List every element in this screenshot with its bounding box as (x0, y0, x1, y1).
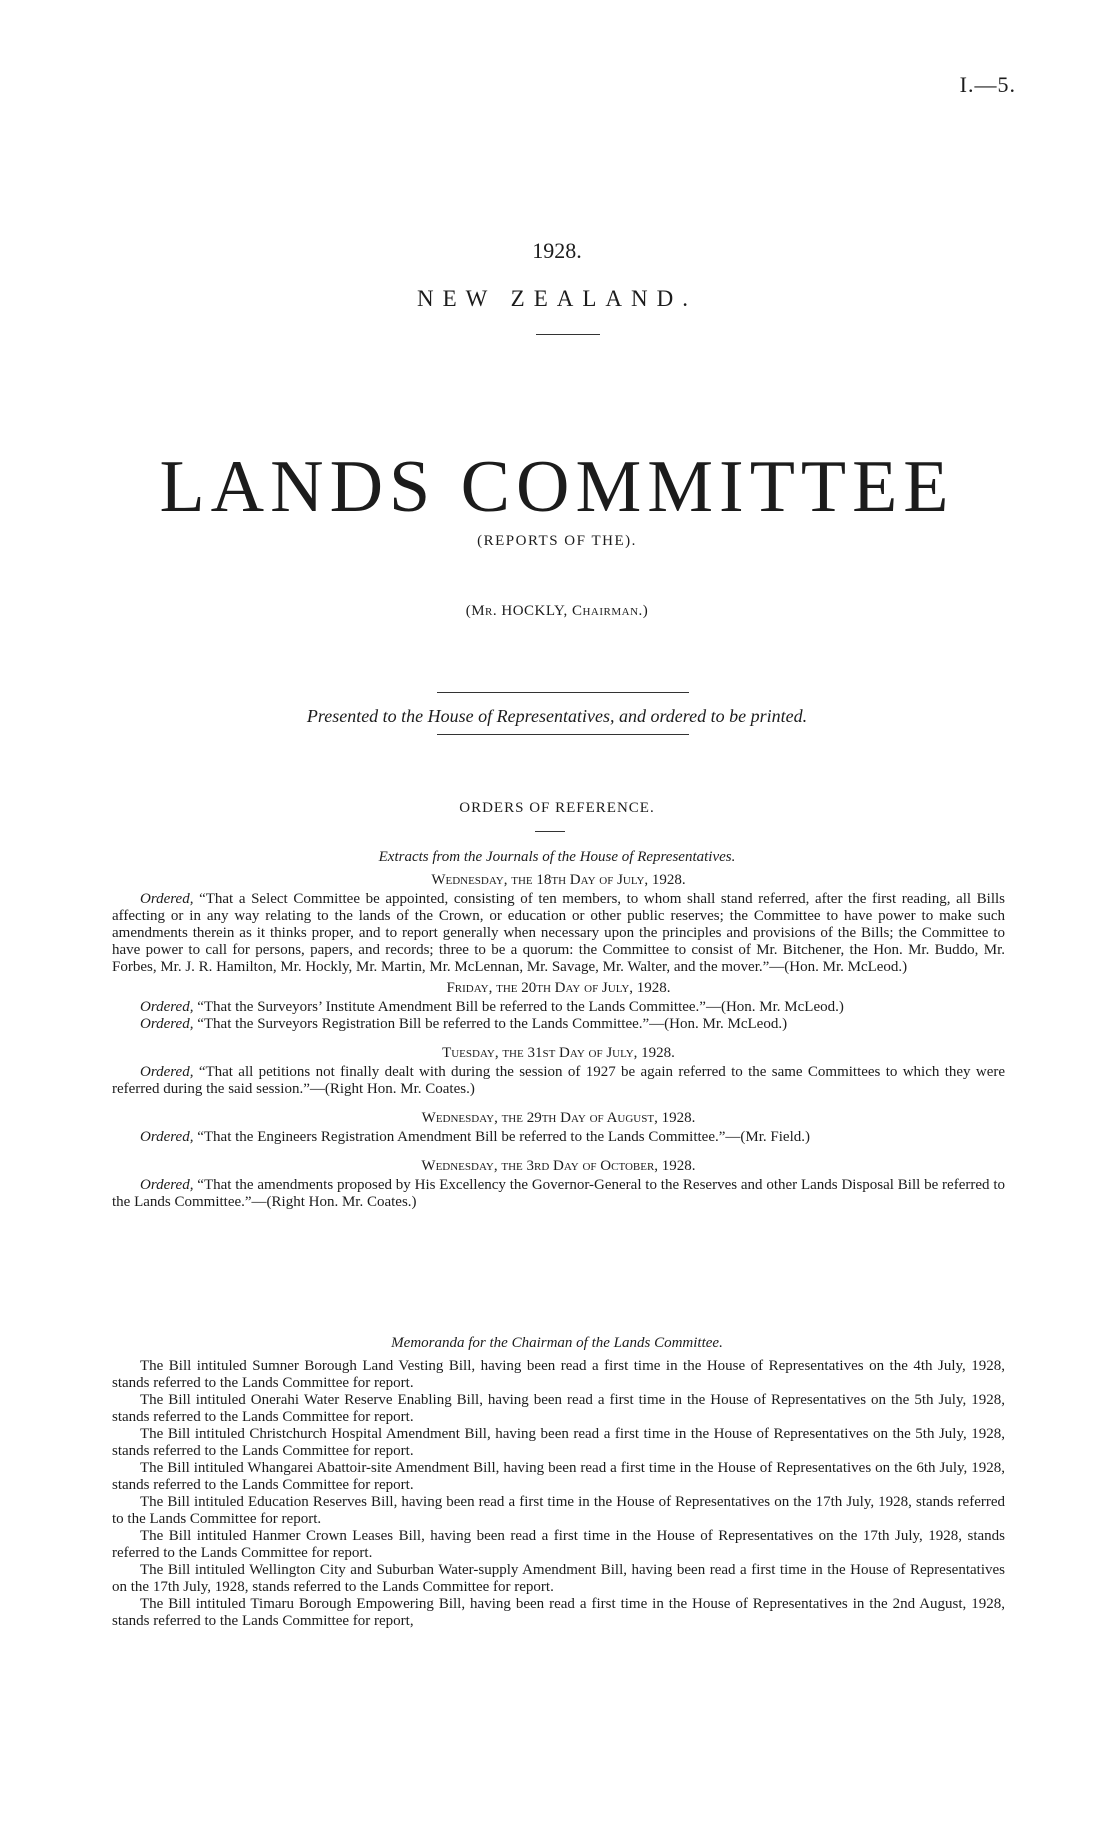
memo-item: The Bill intituled Whangarei Abattoir-site Amendment Bill, having been read a first time in the House of Representatives on the 6th July, 1928, stands referred to the Lands Committee for report. (112, 1460, 1005, 1493)
country-heading: NEW ZEALAND. (416, 286, 698, 311)
order-text: “That the Surveyors Registration Bill be referred to the Lands Committee.”—(Hon. Mr. McLeod.) (197, 1016, 788, 1032)
memoranda-section (112, 1358, 1005, 1630)
memoranda-heading: Memoranda for the Chairman of the Lands Committee. (391, 1335, 723, 1351)
divider (437, 734, 689, 735)
divider (535, 831, 565, 832)
ordered-label: Ordered, (140, 1016, 194, 1032)
page-identifier: I.—5. (959, 72, 1016, 97)
order-text: “That the Surveyors’ Institute Amendment Bill be referred to the Lands Committee.”—(Hon. Mr. McLeod.) (197, 999, 844, 1015)
order-entry (112, 1016, 1005, 1033)
page-title: LANDS COMMITTEE (159, 446, 955, 528)
day-heading: Tuesday, the 31st Day of July, 1928. (442, 1045, 675, 1061)
ordered-label: Ordered, (140, 891, 194, 907)
memo-item: The Bill intituled Onerahi Water Reserve Enabling Bill, having been read a first time in the House of Representatives on the 5th July, 1928, stands referred to the Lands Committee for report. (112, 1392, 1005, 1425)
day-heading: Friday, the 20th Day of July, 1928. (446, 980, 671, 996)
day-heading: Wednesday, the 29th Day of August, 1928. (421, 1110, 696, 1126)
memo-item: The Bill intituled Hanmer Crown Leases Bill, having been read a first time in the House of Representatives on the 17th July, 1928, stands referred to the Lands Committee for report. (112, 1528, 1005, 1561)
order-text: “That a Select Committee be appointed, consisting of ten members, to whom shall stand referred, after the first reading, all Bills affecting or in any way relating to the lands of the Crown, or education or other public reserves; the Committee to have power to make such amendments therein as it thinks proper, and to report generally when necessary upon the principles and provisions of the Bills; the Committee to have power to call for persons, papers, and records; three to be a quorum: the Committee to consist of Mr. Bitchener, the Hon. Mr. Buddo, Mr. Forbes, Mr. J. R. Hamilton, Mr. Hockly, Mr. Martin, Mr. McLennan, Mr. Savage, Mr. Walter, and the mover.”—(Hon. Mr. McLeod.) (112, 891, 1006, 975)
day-heading: Wednesday, the 3rd Day of October, 1928. (421, 1158, 696, 1174)
memo-item: The Bill intituled Christchurch Hospital Amendment Bill, having been read a first time in the House of Representatives on the 5th July, 1928, stands referred to the Lands Committee for report. (112, 1426, 1005, 1459)
ordered-label: Ordered, (140, 1177, 194, 1193)
order-text: “That all petitions not finally dealt with during the session of 1927 be again referred to the same Committees to which they were referred during the said session.”—(Right Hon. Mr. Coates.) (112, 1064, 1006, 1097)
divider (536, 334, 600, 335)
memo-item: The Bill intituled Education Reserves Bill, having been read a first time in the House of Representatives on the 17th July, 1928, stands referred to the Lands Committee for report. (112, 1494, 1005, 1527)
extracts-heading: Extracts from the Journals of the House of Representatives. (378, 849, 736, 865)
order-text: “That the Engineers Registration Amendment Bill be referred to the Lands Committee.”—(Mr. Field.) (197, 1129, 810, 1145)
memo-item: The Bill intituled Sumner Borough Land Vesting Bill, having been read a first time in the House of Representatives on the 4th July, 1928, stands referred to the Lands Committee for report. (112, 1358, 1005, 1391)
order-entry (112, 891, 1005, 976)
order-entry (112, 1064, 1005, 1098)
presented-line: Presented to the House of Representatives, and ordered to be printed. (306, 706, 808, 726)
order-text: “That the amendments proposed by His Excellency the Governor-General to the Reserves and other Lands Disposal Bill be referred to the Lands Committee.”—(Right Hon. Mr. Coates.) (112, 1177, 1005, 1210)
document-year: 1928. (532, 238, 582, 263)
order-entry (112, 999, 1005, 1016)
ordered-label: Ordered, (140, 1064, 194, 1080)
order-entry (112, 1129, 1005, 1146)
chairman-line: (Mr. HOCKLY, Chairman.) (465, 603, 649, 619)
memo-item: The Bill intituled Timaru Borough Empowering Bill, having been read a first time in the House of Representatives in the 2nd August, 1928, stands referred to the Lands Committee for report, (112, 1596, 1005, 1629)
orders-section (112, 872, 1005, 1211)
ordered-label: Ordered, (140, 999, 194, 1015)
order-entry (112, 1177, 1005, 1211)
ordered-label: Ordered, (140, 1129, 194, 1145)
page-subtitle: (REPORTS OF THE). (477, 533, 637, 549)
orders-heading: ORDERS OF REFERENCE. (459, 800, 655, 816)
day-heading: Wednesday, the 18th Day of July, 1928. (431, 872, 686, 888)
divider (437, 692, 689, 693)
memo-item: The Bill intituled Wellington City and Suburban Water-supply Amendment Bill, having been read a first time in the House of Representatives on the 17th July, 1928, stands referred to the Lands Committee for report. (112, 1562, 1005, 1595)
